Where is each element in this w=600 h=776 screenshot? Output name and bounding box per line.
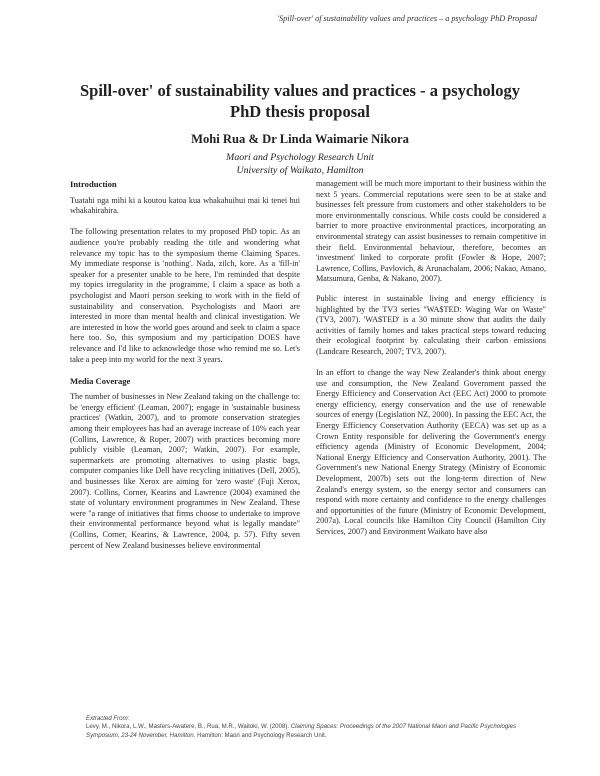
intro-paragraph-1: Tuatahi nga mihi ki a koutou katoa kua whakahuihui mai ki tenei hui whakahirahira. [70, 195, 300, 216]
right-paragraph-3: In an effort to change the way New Zealander's think about energy use and consumption, the New Zealand Government passed the Energy Efficiency and Conservation Act (EEC Act) 2000 to promote energy efficiency, energy conservation and the use of renewable sources of energy (Legislation NZ, 2000). In passing the EEC Act, the Energy Efficiency Conservation Authority (EECA) was set up as a Crown Entity responsible for delivering the Government's energy efficiency agenda (Ministry of Economic Development, 2004; National Energy Efficiency and Conservation Authority, 2001). The Government's new National Energy Strategy (Ministry of Economic Development, 2007b) sets out the long-term direction of New Zealand's energy system, so the energy sector and consumers can respond with more certainty and confidence to the energy challenges and opportunities of the future (Ministry of Economic Development, 2007a). Local councils like Hamilton City Council (Hamilton City Services, 2007) and Environment Waikato have also [316, 368, 546, 536]
left-column [70, 179, 300, 562]
footer-citation [86, 723, 546, 740]
footer-authors: Levy, M., Nikora, L.W., Masters-Awatere, B., Rua, M.R., Waitoki, W. (2008). [86, 723, 290, 731]
right-paragraph-1: management will be much more important to their business within the next 5 years. Commercial reputations were seen to be at stake and businesses felt pressure from customers and other stakeholders to be more environmentally conscious. While costs could be considered a barrier to more proactive environmental practices, incorporating an environmental strategy can assist businesses to remain competitive in their field. Environmental behaviour, therefore, becomes an 'investment' linked to corporate profit (Fowler & Hope, 2007; Lawrence, Collins, Pavlovich, & Arunachalam, 2006; Nakao, Amano, Matsumura, Genba, & Nakano, 2007). [316, 179, 546, 284]
footer-label: Extracted From: [86, 715, 130, 722]
media-paragraph-1: The number of businesses in New Zealand taking on the challenge to: be 'energy efficient' (Leaman, 2007); engage in 'sustainable business practices' (Watkin, 2007), and to promote conservation strategies among their employees has had an average increase of 10% each year (Collins, Lawrence, & Roper, 2007) with practices becoming more publicly visible (Leaman, 2007; Watkin, 2007). For example, supermarkets are promoting alternatives to using plastic bags, computer companies like Dell have recycling initiatives (Dell, 2005), and businesses like Xerox are aiming for 'zero waste' (Fuji Xerox, 2007). Collins, Corner, Kearins and Lawrence (2004) examined the state of voluntary environment programmes in New Zealand. These were "a range of initiatives that firms choose to undertake to improve their environmental performance beyond what is legally mandate" (Collins, Corner, Kearins, & Lawrence, 2004, p. 57). Fifty seven percent of New Zealand businesses believe environmental [70, 392, 300, 550]
authors: Mohi Rua & Dr Linda Waimarie Nikora [191, 132, 409, 146]
footer-publisher: Hamilton: Maori and Psychology Research Unit. [197, 731, 327, 739]
title-line-2: PhD thesis proposal [230, 102, 370, 121]
affiliation-unit: Maori and Psychology Research Unit [226, 152, 374, 163]
running-header: 'Spill-over' of sustainability values and practices – a psychology PhD Proposal [277, 14, 537, 23]
right-paragraph-2: Public interest in sustainable living and energy efficiency is highlighted by the TV3 series "WA$TED: Waging War on Waste" (TV3, 2007). 'WA$TED' is a 30 minute show that audits the daily activities of family homes and takes practical steps toward reducing their ecological footprint by calculating their carbon emissions (Landcare Research, 2007; TV3, 2007). [316, 293, 546, 356]
title-line-1: Spill-over' of sustainability values and practices - a psychology [79, 81, 521, 100]
affiliation-university: University of Waikato, Hamilton [236, 165, 364, 176]
introduction-heading: Introduction [70, 179, 117, 189]
footer-citation-block [86, 715, 546, 740]
right-column [316, 179, 546, 548]
media-coverage-heading: Media Coverage [70, 375, 131, 386]
footer-proceedings-title: Claiming Spaces: Proceedings of the 2007 National Maori and Pacific Psychologies Symposium, 23-24 November, Hamilton. [86, 723, 517, 739]
paper-title [60, 80, 540, 122]
intro-paragraph-2: The following presentation relates to my proposed PhD topic. As an audience you're probably reading the title and wondering what relevance my topic has to the symposium theme Claiming Spaces. My immediate response is 'nothing'. Nada, zilch, kore. As a 'fill-in' speaker for a presenter unable to be here, I'm reminded that despite my topics irregularity in the programme, I claim a space as both a psychologist and Maori person seeking to work with in the field of sustainability and conservation. Psychologists and Maori are interested in more than mental health and clinical investigation. We are interested in how the world goes around and seek to claim a space here too. So, this symposium and my participation DOES have relevance and I'd like to acknowledge those who remind me so. Let's take a peep into my world for the next 3 years. [70, 227, 300, 364]
